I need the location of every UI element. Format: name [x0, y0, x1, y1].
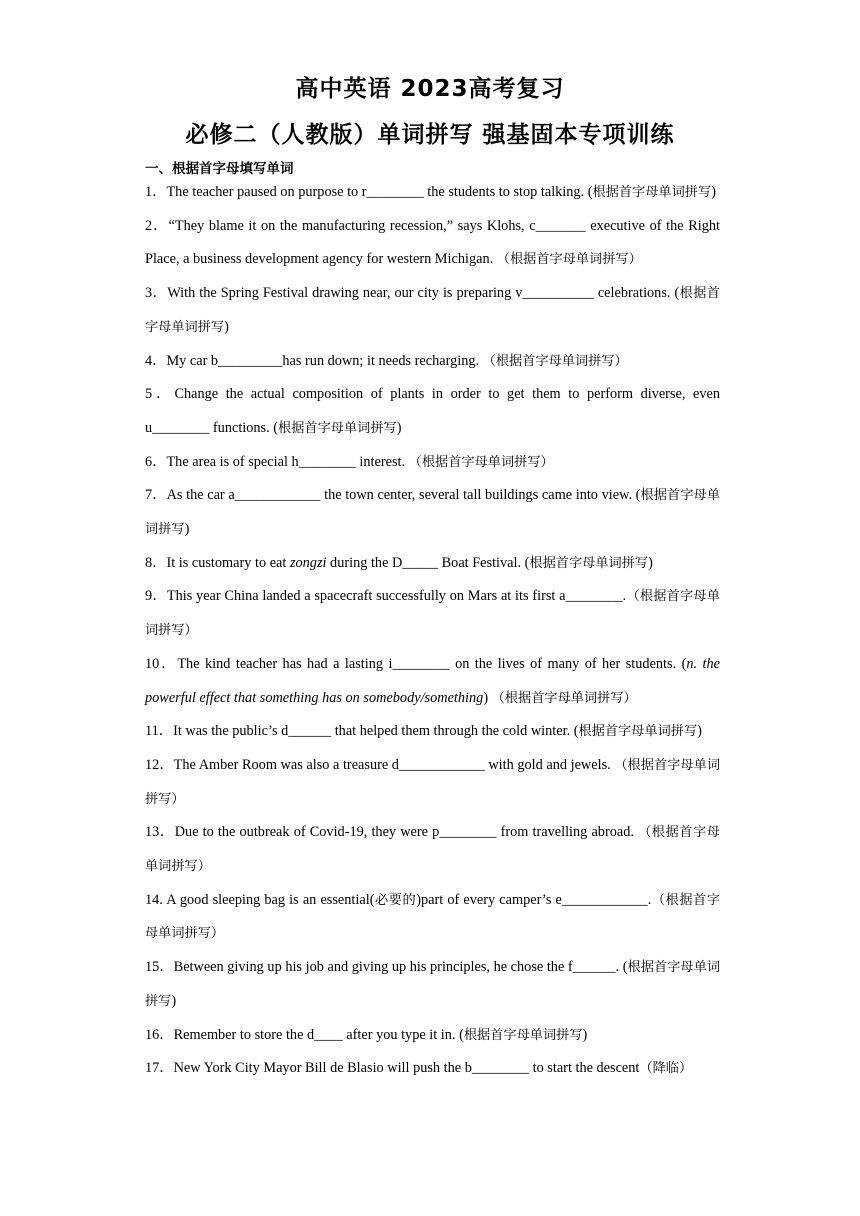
question-hint: （根据首字母单词拼写） [145, 757, 721, 807]
question-number: 13． [145, 824, 175, 841]
question-item [145, 277, 720, 344]
question-text: ) [483, 689, 492, 706]
question-text: Remember to store the d____ after you type it in. ( [173, 1026, 464, 1043]
question-number: 17． [145, 1060, 174, 1077]
question-item [145, 210, 720, 277]
question-item [145, 648, 720, 715]
question-text: ) [711, 184, 716, 200]
question-item [145, 816, 720, 883]
question-text: ) [697, 723, 702, 740]
question-number: 10． [145, 655, 178, 672]
question-hint: （根据首字母单词拼写） [145, 825, 720, 875]
question-text: It was the public’s d______ that helped them through the cold winter. ( [173, 723, 579, 740]
question-item [145, 1052, 720, 1086]
question-item [145, 446, 720, 480]
question-text: ) [396, 419, 402, 436]
question-hint: （根据首字母单词拼写） [491, 690, 637, 706]
question-number: 16． [145, 1026, 174, 1043]
question-hint: 根据首字母单词拼写 [145, 286, 720, 335]
question-text: ) [582, 1026, 588, 1043]
question-number: 8． [145, 554, 167, 571]
question-hint: 根据首字母单词拼写 [145, 960, 721, 1009]
question-number: 15． [145, 959, 174, 976]
question-text: It is customary to eat [166, 554, 290, 571]
question-item [145, 951, 720, 1018]
question-hint: 根据首字母单词拼写 [278, 420, 397, 436]
question-text: The Amber Room was also a treasure d____________ with gold and jewels. [173, 756, 615, 773]
question-item [145, 176, 720, 210]
question-text: My car b_________has run down; it needs recharging. [166, 352, 483, 369]
question-text: )part of every camper’s e____________. [416, 891, 652, 908]
question-list [145, 176, 720, 1086]
question-hint: （根据首字母单词拼写） [145, 589, 720, 639]
question-hint: 根据首字母单词拼写 [592, 185, 712, 200]
question-number: 4． [145, 352, 167, 369]
question-hint: 根据首字母单词拼写 [463, 1027, 583, 1043]
question-item [145, 378, 720, 445]
section-heading: 一、根据首字母填写单词 [145, 161, 294, 177]
question-text: With the Spring Festival drawing near, our city is preparing v__________ celebrations. ( [167, 285, 680, 302]
question-number: 3． [145, 285, 168, 302]
question-hint: （根据首字母单词拼写） [408, 454, 554, 470]
question-number: 1． [145, 184, 167, 200]
question-text: ) [224, 318, 229, 335]
question-hint: （降临） [639, 1061, 693, 1077]
question-item [145, 715, 720, 749]
question-text: Between giving up his job and giving up his principles, he chose the f______. ( [173, 959, 628, 976]
question-number: 6． [145, 453, 167, 470]
question-text: The kind teacher has had a lasting i________ on the lives of many of her students. ( [177, 655, 687, 672]
question-text: “They blame it on the manufacturing recession,” says Klohs, c_______ executive of the Right Place, a business development agency for western Michigan. [145, 217, 720, 268]
question-hint: 根据首字母单词拼写 [529, 555, 649, 571]
question-number: 14. [145, 891, 163, 908]
question-number: 5． [145, 386, 175, 403]
question-number: 12． [145, 756, 174, 773]
question-text: As the car a____________ the town center, several tall buildings came into view. ( [166, 487, 641, 504]
question-text: This year China landed a spacecraft successfully on Mars at its first a________. [166, 588, 627, 605]
document-title: 高中英语 2023高考复习 [295, 76, 565, 102]
question-number: 11． [145, 723, 174, 740]
question-text: Change the actual composition of plants in order to get them to perform diverse, even u________ functions. ( [145, 386, 720, 436]
question-hint: 根据首字母单词拼写 [145, 488, 720, 538]
question-text: A good sleeping bag is an essential( [162, 891, 375, 908]
question-text: n. the powerful effect that something has on somebody/something [145, 655, 721, 706]
question-text: ) [648, 554, 653, 571]
question-text: New York City Mayor Bill de Blasio will push the b________ to start the descent [173, 1060, 640, 1077]
document-subtitle: 必修二（人教版）单词拼写 强基固本专项训练 [185, 122, 675, 148]
question-number: 2． [145, 217, 169, 234]
question-hint: 必要的 [374, 892, 417, 908]
question-item [145, 547, 720, 581]
question-text: ) [184, 521, 190, 538]
question-item [145, 479, 720, 546]
question-item [145, 580, 720, 647]
question-text: The teacher paused on purpose to r________ the students to stop talking. ( [166, 184, 593, 200]
question-hint: （根据首字母单词拼写） [145, 892, 720, 942]
question-item [145, 345, 720, 379]
question-text: Due to the outbreak of Covid-19, they were p________ from travelling abroad. [174, 824, 639, 841]
question-text: The area is of special h________ interest. [166, 453, 409, 470]
question-hint: 根据首字母单词拼写 [578, 724, 698, 740]
question-hint: （根据首字母单词拼写） [496, 252, 642, 268]
question-hint: （根据首字母单词拼写） [482, 353, 628, 369]
question-item [145, 749, 720, 816]
question-item [145, 884, 720, 951]
question-text: during the D_____ Boat Festival. ( [326, 554, 530, 571]
question-number: 7． [145, 487, 167, 504]
question-text: ) [171, 992, 177, 1009]
question-text: zongzi [289, 554, 327, 571]
question-item [145, 1019, 720, 1053]
question-number: 9． [145, 588, 167, 605]
